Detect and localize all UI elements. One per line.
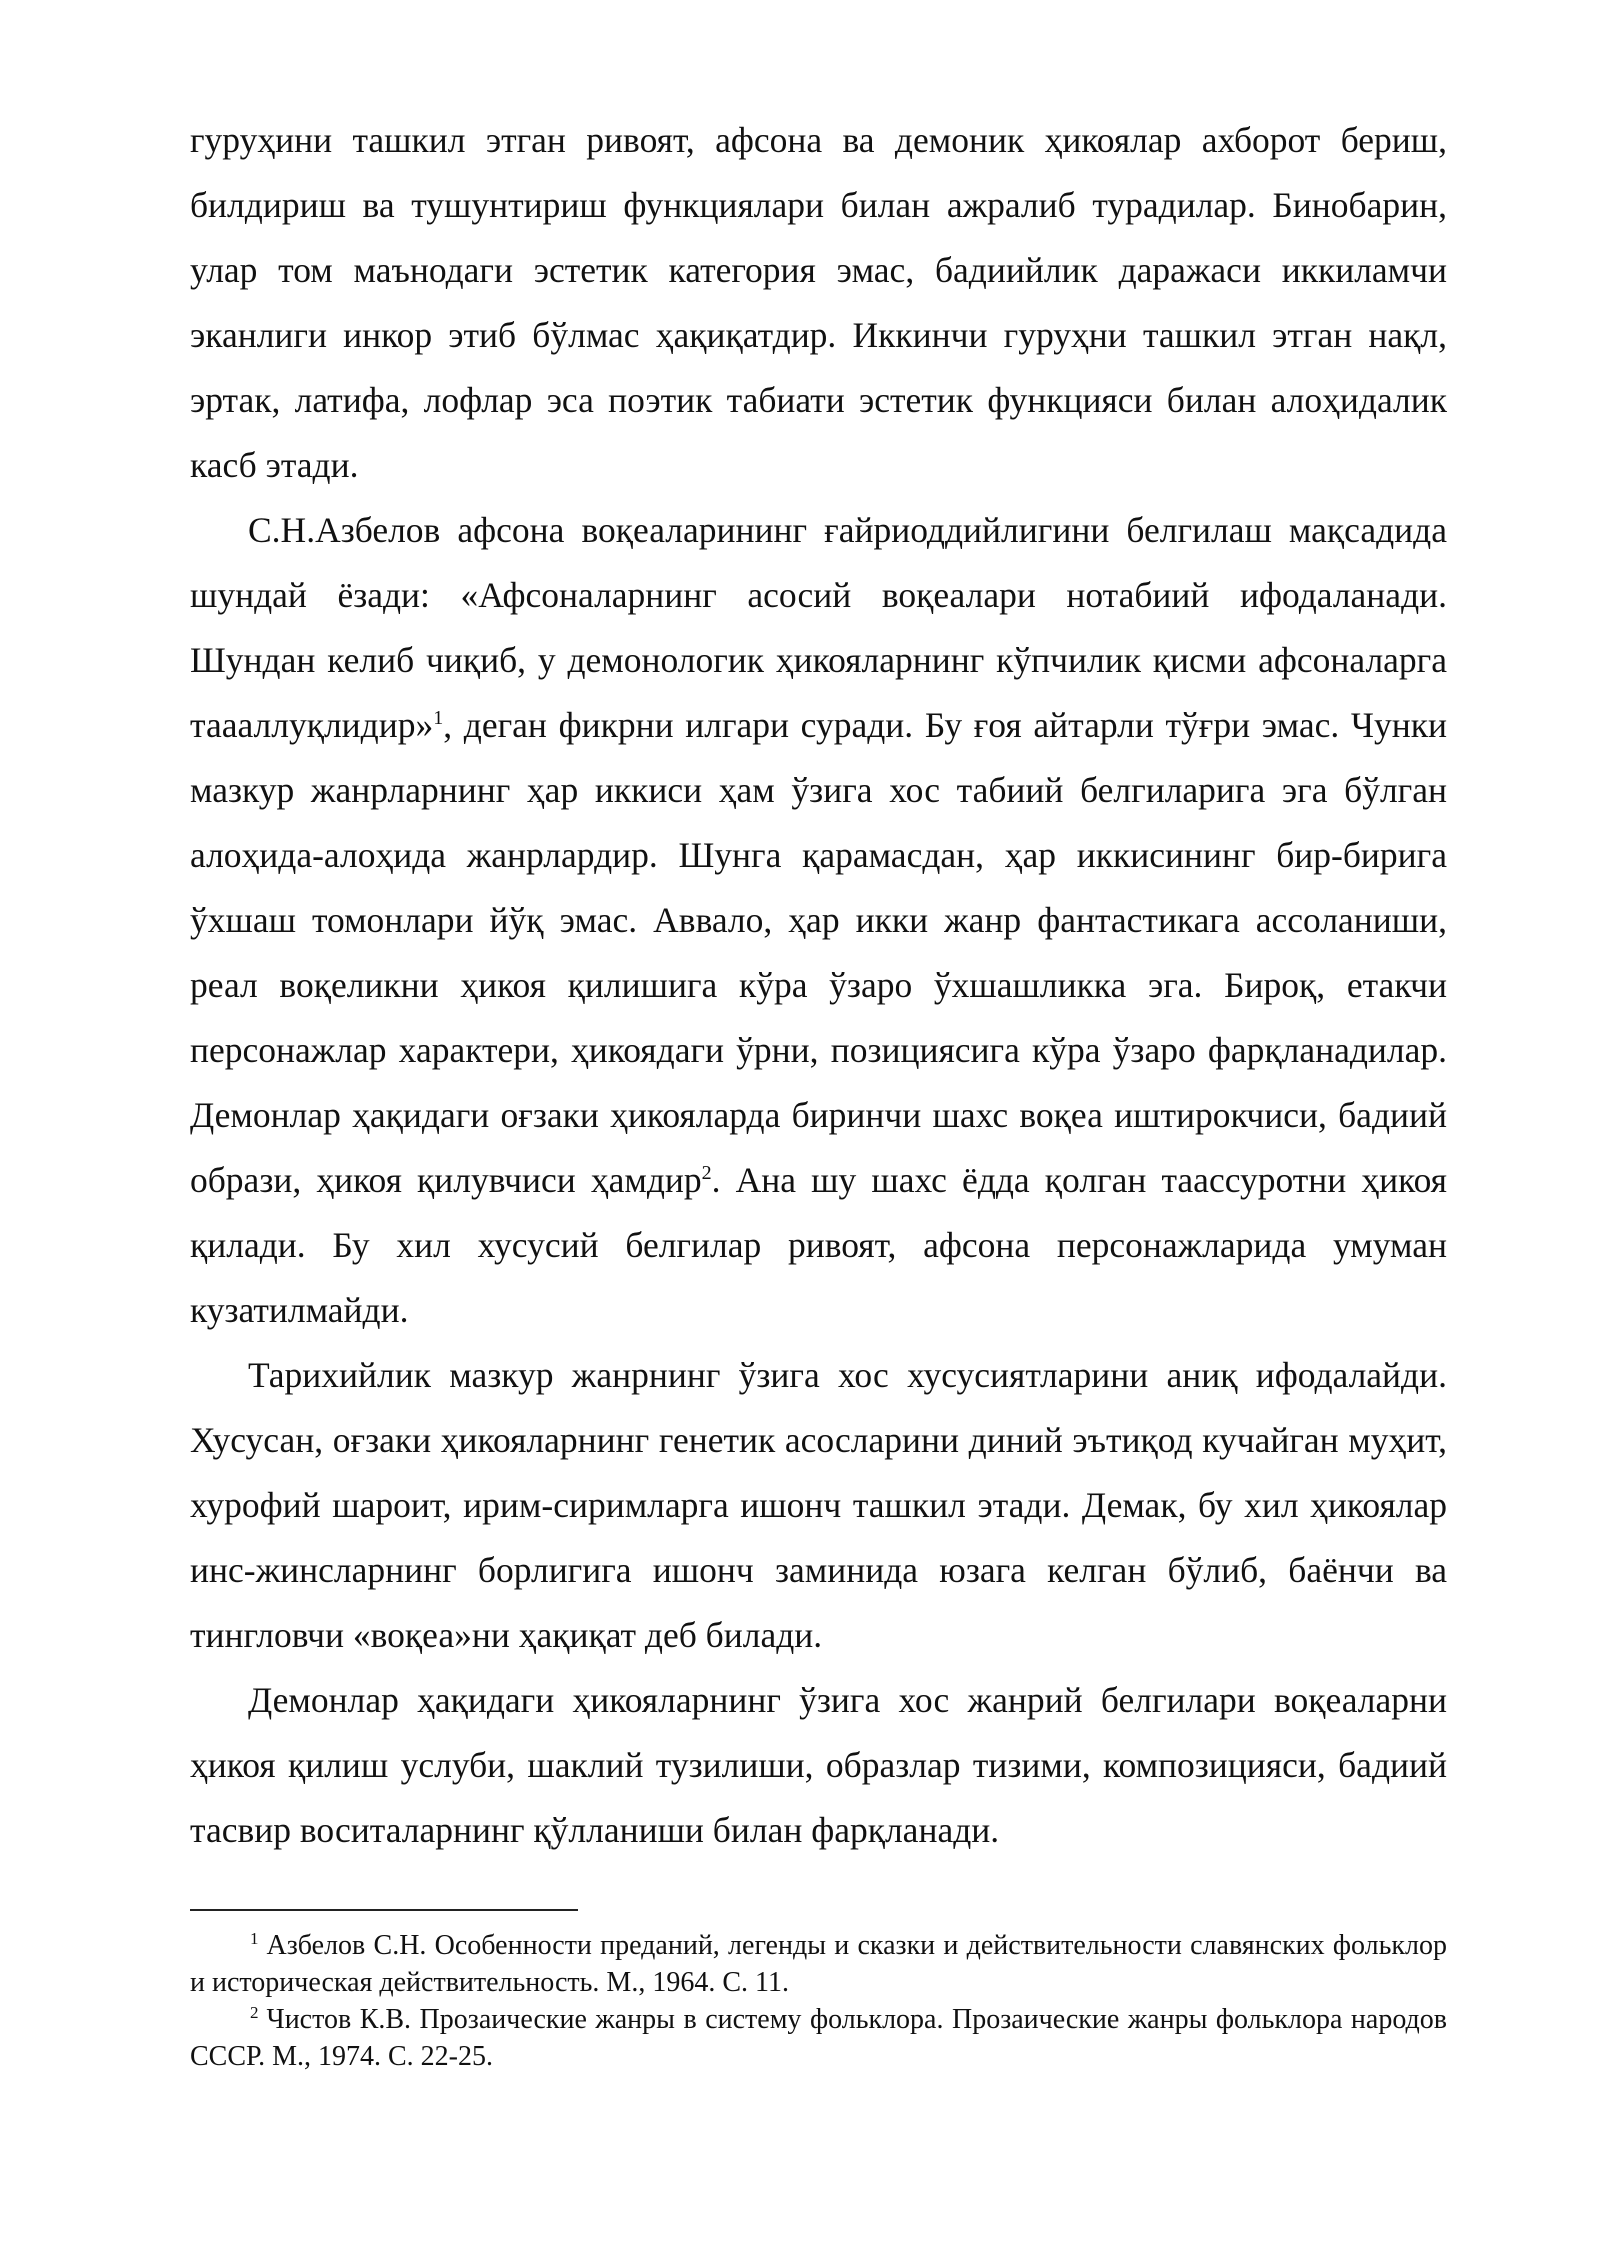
footnote-1-number: 1 — [250, 1928, 259, 1948]
paragraph-4-text: Демонлар ҳақидаги ҳикояларнинг ўзига хос жанрий белгилари воқеаларни ҳикоя қилиш услуби, шаклий тузилиши, образлар тизими, композицияси, бадиий тасвир воситаларнинг қўлланиши билан фарқланади. — [190, 1680, 1447, 1850]
paragraph-2-text-part2: , деган фикрни илгари суради. Бу ғоя айтарли тўғри эмас. Чунки мазкур жанрларнинг ҳар иккиси ҳам ўзига хос табиий белгиларига эга бўлган алоҳида-алоҳида жанрлардир. Шунга қарамасдан, ҳар иккисининг бир-бирига ўхшаш томонлари йўқ эмас. Аввало, ҳар икки жанр фантастикага ассоланиши, реал воқеликни ҳикоя қилишига кўра ўзаро ўхшашликка эга. Бироқ, етакчи персонажлар характери, ҳикоядаги ўрни, позициясига кўра ўзаро фарқланадилар. Демонлар ҳақидаги оғзаки ҳикояларда биринчи шахс воқеа иштирокчиси, бадиий образи, ҳикоя қилувчиси ҳамдир — [190, 705, 1447, 1200]
document-page — [190, 108, 1447, 2075]
paragraph-1 — [190, 108, 1447, 498]
paragraph-2-text-part3: . Ана шу шахс ёдда қолган таассуротни ҳикоя қилади. Бу хил хусусий белгилар ривоят, афсона персонажларида умуман кузатилмайди. — [190, 1160, 1447, 1330]
paragraph-2-text-part1: С.Н.Азбелов афсона воқеаларининг ғайриоддийлигини белгилаш мақсадида шундай ёзади: «Афсоналарнинг асосий воқеалари нотабиий ифодаланади. Шундан келиб чиқиб, у демонологик ҳикояларнинг кўпчилик қисми афсоналарга таааллуқлидир» — [190, 510, 1447, 745]
footnote-2 — [190, 2001, 1447, 2075]
footnote-separator — [190, 1909, 578, 1911]
footnote-2-text: Чистов К.В. Прозаические жанры в систему фольклора. Прозаические жанры фольклора народов СССР. М., 1974. С. 22-25. — [190, 2004, 1447, 2072]
paragraph-2 — [190, 498, 1447, 1343]
footnote-1 — [190, 1927, 1447, 2001]
paragraph-3 — [190, 1343, 1447, 1668]
paragraph-1-text: гуруҳини ташкил этган ривоят, афсона ва демоник ҳикоялар ахборот бериш, билдириш ва тушунтириш функциялари билан ажралиб турадилар. Бинобарин, улар том маънодаги эстетик категория эмас, бадиийлик даражаси иккиламчи эканлиги инкор этиб бўлмас ҳақиқатдир. Иккинчи гуруҳни ташкил этган нақл, эртак, латифа, лофлар эса поэтик табиати эстетик функцияси билан алоҳидалик касб этади. — [190, 120, 1447, 485]
footnote-1-text: Азбелов С.Н. Особенности преданий, легенды и сказки и действительности славянских фольклор и историческая действительность. М., 1964. С. 11. — [190, 1930, 1447, 1998]
footnote-2-number: 2 — [250, 2002, 259, 2022]
paragraph-4 — [190, 1668, 1447, 1863]
footnote-ref-1[interactable]: 1 — [433, 707, 444, 730]
footnote-ref-2[interactable]: 2 — [701, 1162, 712, 1185]
paragraph-3-text: Тарихийлик мазкур жанрнинг ўзига хос хусусиятларини аниқ ифодалайди. Хусусан, оғзаки ҳикояларнинг генетик асосларини диний эътиқод кучайган муҳит, хурофий шароит, ирим-сиримларга ишонч ташкил этади. Демак, бу хил ҳикоялар инс-жинсларнинг борлигига ишонч заминида юзага келган бўлиб, баёнчи ва тингловчи «воқеа»ни ҳақиқат деб билади. — [190, 1355, 1447, 1655]
